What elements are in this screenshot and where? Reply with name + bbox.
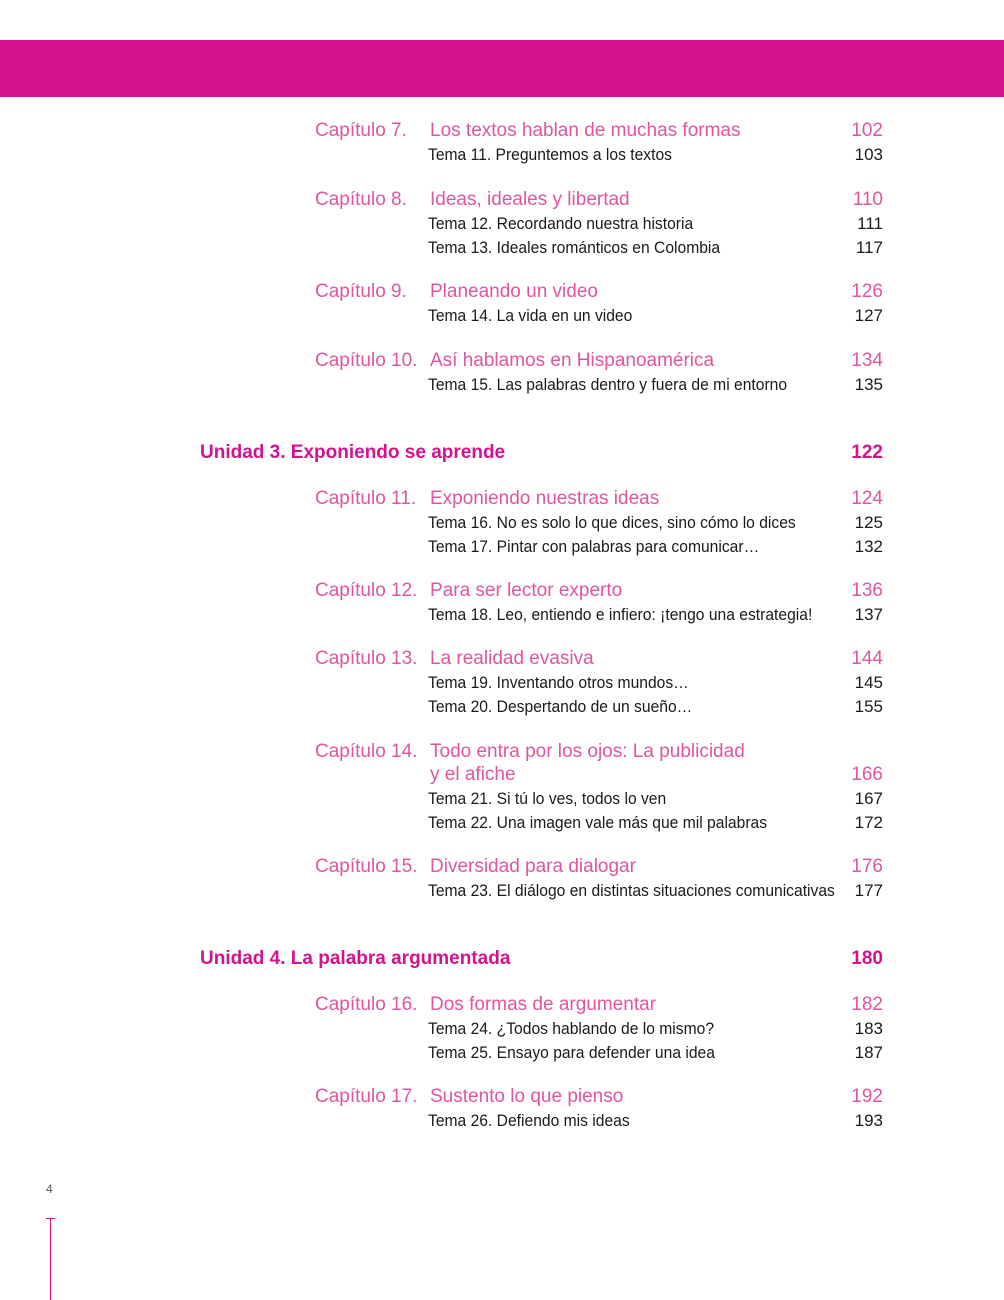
chapter-title: Exponiendo nuestras ideas xyxy=(430,488,660,509)
chapter-label: Capítulo 8. xyxy=(315,189,407,210)
tema-page: 111 xyxy=(857,214,883,233)
tema-title: Tema 24. ¿Todos hablando de lo mismo? xyxy=(428,1019,715,1038)
chapter-label: Capítulo 17. xyxy=(315,1086,418,1107)
chapter-11[interactable] xyxy=(315,487,883,511)
unit-page: 180 xyxy=(851,948,883,969)
tema-page: 187 xyxy=(854,1043,883,1062)
tema-12[interactable] xyxy=(428,212,883,236)
chapter-17[interactable] xyxy=(315,1085,883,1109)
unit-3[interactable] xyxy=(200,440,883,466)
tema-21[interactable] xyxy=(428,787,883,811)
tema-page: 183 xyxy=(854,1019,883,1038)
chapter-9[interactable] xyxy=(315,280,883,304)
tema-14[interactable] xyxy=(428,304,883,328)
chapter-10[interactable] xyxy=(315,349,883,373)
chapter-16[interactable] xyxy=(315,993,883,1017)
tema-17[interactable] xyxy=(428,535,883,559)
tema-page: 155 xyxy=(854,697,883,716)
tema-title: Tema 14. La vida en un video xyxy=(428,306,633,325)
tema-26[interactable] xyxy=(428,1109,883,1133)
chapter-title: Para ser lector experto xyxy=(430,580,623,601)
tema-16[interactable] xyxy=(428,511,883,535)
chapter-title: Los textos hablan de muchas formas xyxy=(430,120,741,141)
chapter-page: 182 xyxy=(851,994,883,1015)
tema-page: 137 xyxy=(854,605,883,624)
chapter-13[interactable] xyxy=(315,647,883,671)
tema-title: Tema 23. El diálogo en distintas situaciones comunicativas xyxy=(428,881,835,900)
tema-22[interactable] xyxy=(428,811,883,835)
chapter-page: 134 xyxy=(851,350,883,371)
chapter-title: Diversidad para dialogar xyxy=(430,856,636,877)
chapter-label: Capítulo 9. xyxy=(315,281,407,302)
tema-23[interactable] xyxy=(428,879,883,903)
tema-page: 177 xyxy=(854,881,883,900)
chapter-label: Capítulo 14. xyxy=(315,741,418,762)
chapter-page: 136 xyxy=(851,580,883,601)
chapter-title: Dos formas de argumentar xyxy=(430,994,656,1015)
tema-page: 132 xyxy=(854,537,883,556)
chapter-title-line-2: y el afiche xyxy=(430,764,516,785)
tema-page: 125 xyxy=(854,513,883,532)
tema-page: 135 xyxy=(854,375,883,394)
tema-title: Tema 13. Ideales románticos en Colombia xyxy=(428,238,721,257)
chapter-page: 176 xyxy=(851,856,883,877)
chapter-label: Capítulo 16. xyxy=(315,994,418,1015)
tema-15[interactable] xyxy=(428,373,883,397)
tema-page: 103 xyxy=(854,145,883,164)
tema-title: Tema 19. Inventando otros mundos… xyxy=(428,673,689,692)
tema-title: Tema 25. Ensayo para defender una idea xyxy=(428,1043,715,1062)
tema-page: 117 xyxy=(855,238,883,257)
chapter-12[interactable] xyxy=(315,579,883,603)
tema-page: 193 xyxy=(854,1111,883,1130)
tema-title: Tema 20. Despertando de un sueño… xyxy=(428,697,693,716)
unit-4[interactable] xyxy=(200,946,883,972)
chapter-page: 126 xyxy=(851,281,883,302)
chapter-label: Capítulo 11. xyxy=(315,488,417,509)
tema-20[interactable] xyxy=(428,695,883,719)
chapter-label: Capítulo 13. xyxy=(315,648,418,669)
tema-11[interactable] xyxy=(428,143,883,167)
tema-title: Tema 11. Preguntemos a los textos xyxy=(428,145,673,164)
chapter-title: Planeando un video xyxy=(430,281,598,302)
header-bar xyxy=(0,40,1004,97)
chapter-label: Capítulo 15. xyxy=(315,856,418,877)
chapter-label: Capítulo 7. xyxy=(315,120,407,141)
tema-title: Tema 21. Si tú lo ves, todos lo ven xyxy=(428,789,667,808)
chapter-page: 166 xyxy=(851,764,883,785)
tema-page: 127 xyxy=(854,306,883,325)
chapter-title: Todo entra por los ojos: La publicidad xyxy=(430,741,745,762)
chapter-label: Capítulo 12. xyxy=(315,580,418,601)
chapter-page: 102 xyxy=(851,120,883,141)
chapter-title: La realidad evasiva xyxy=(430,648,594,669)
chapter-title: Así hablamos en Hispanoamérica xyxy=(430,350,715,371)
chapter-page: 192 xyxy=(851,1086,883,1107)
tema-title: Tema 22. Una imagen vale más que mil palabras xyxy=(428,813,768,832)
tema-19[interactable] xyxy=(428,671,883,695)
tema-25[interactable] xyxy=(428,1041,883,1065)
tema-page: 172 xyxy=(854,813,883,832)
chapter-page: 144 xyxy=(851,648,883,669)
unit-title: Unidad 3. Exponiendo se aprende xyxy=(200,442,506,463)
tema-18[interactable] xyxy=(428,603,883,627)
tema-title: Tema 16. No es solo lo que dices, sino cómo lo dices xyxy=(428,513,796,532)
chapter-page: 110 xyxy=(852,189,883,210)
chapter-8[interactable] xyxy=(315,188,883,212)
tema-title: Tema 17. Pintar con palabras para comunicar… xyxy=(428,537,760,556)
tema-page: 145 xyxy=(854,673,883,692)
tema-title: Tema 26. Defiendo mis ideas xyxy=(428,1111,630,1130)
chapter-15[interactable] xyxy=(315,855,883,879)
margin-rule xyxy=(50,1218,51,1300)
chapter-title: Sustento lo que pienso xyxy=(430,1086,624,1107)
chapter-label: Capítulo 10. xyxy=(315,350,418,371)
unit-title: Unidad 4. La palabra argumentada xyxy=(200,948,511,969)
tema-title: Tema 18. Leo, entiendo e infiero: ¡tengo una estrategia! xyxy=(428,605,813,624)
chapter-14-continued[interactable] xyxy=(315,763,883,787)
chapter-page: 124 xyxy=(851,488,883,509)
tema-13[interactable] xyxy=(428,236,883,260)
chapter-title: Ideas, ideales y libertad xyxy=(430,189,630,210)
unit-page: 122 xyxy=(851,442,883,463)
page-number: 4 xyxy=(46,1182,53,1196)
tema-24[interactable] xyxy=(428,1017,883,1041)
chapter-7[interactable] xyxy=(315,119,883,143)
tema-title: Tema 15. Las palabras dentro y fuera de mi entorno xyxy=(428,375,788,394)
tema-title: Tema 12. Recordando nuestra historia xyxy=(428,214,694,233)
tema-page: 167 xyxy=(854,789,883,808)
chapter-14[interactable] xyxy=(315,740,883,764)
